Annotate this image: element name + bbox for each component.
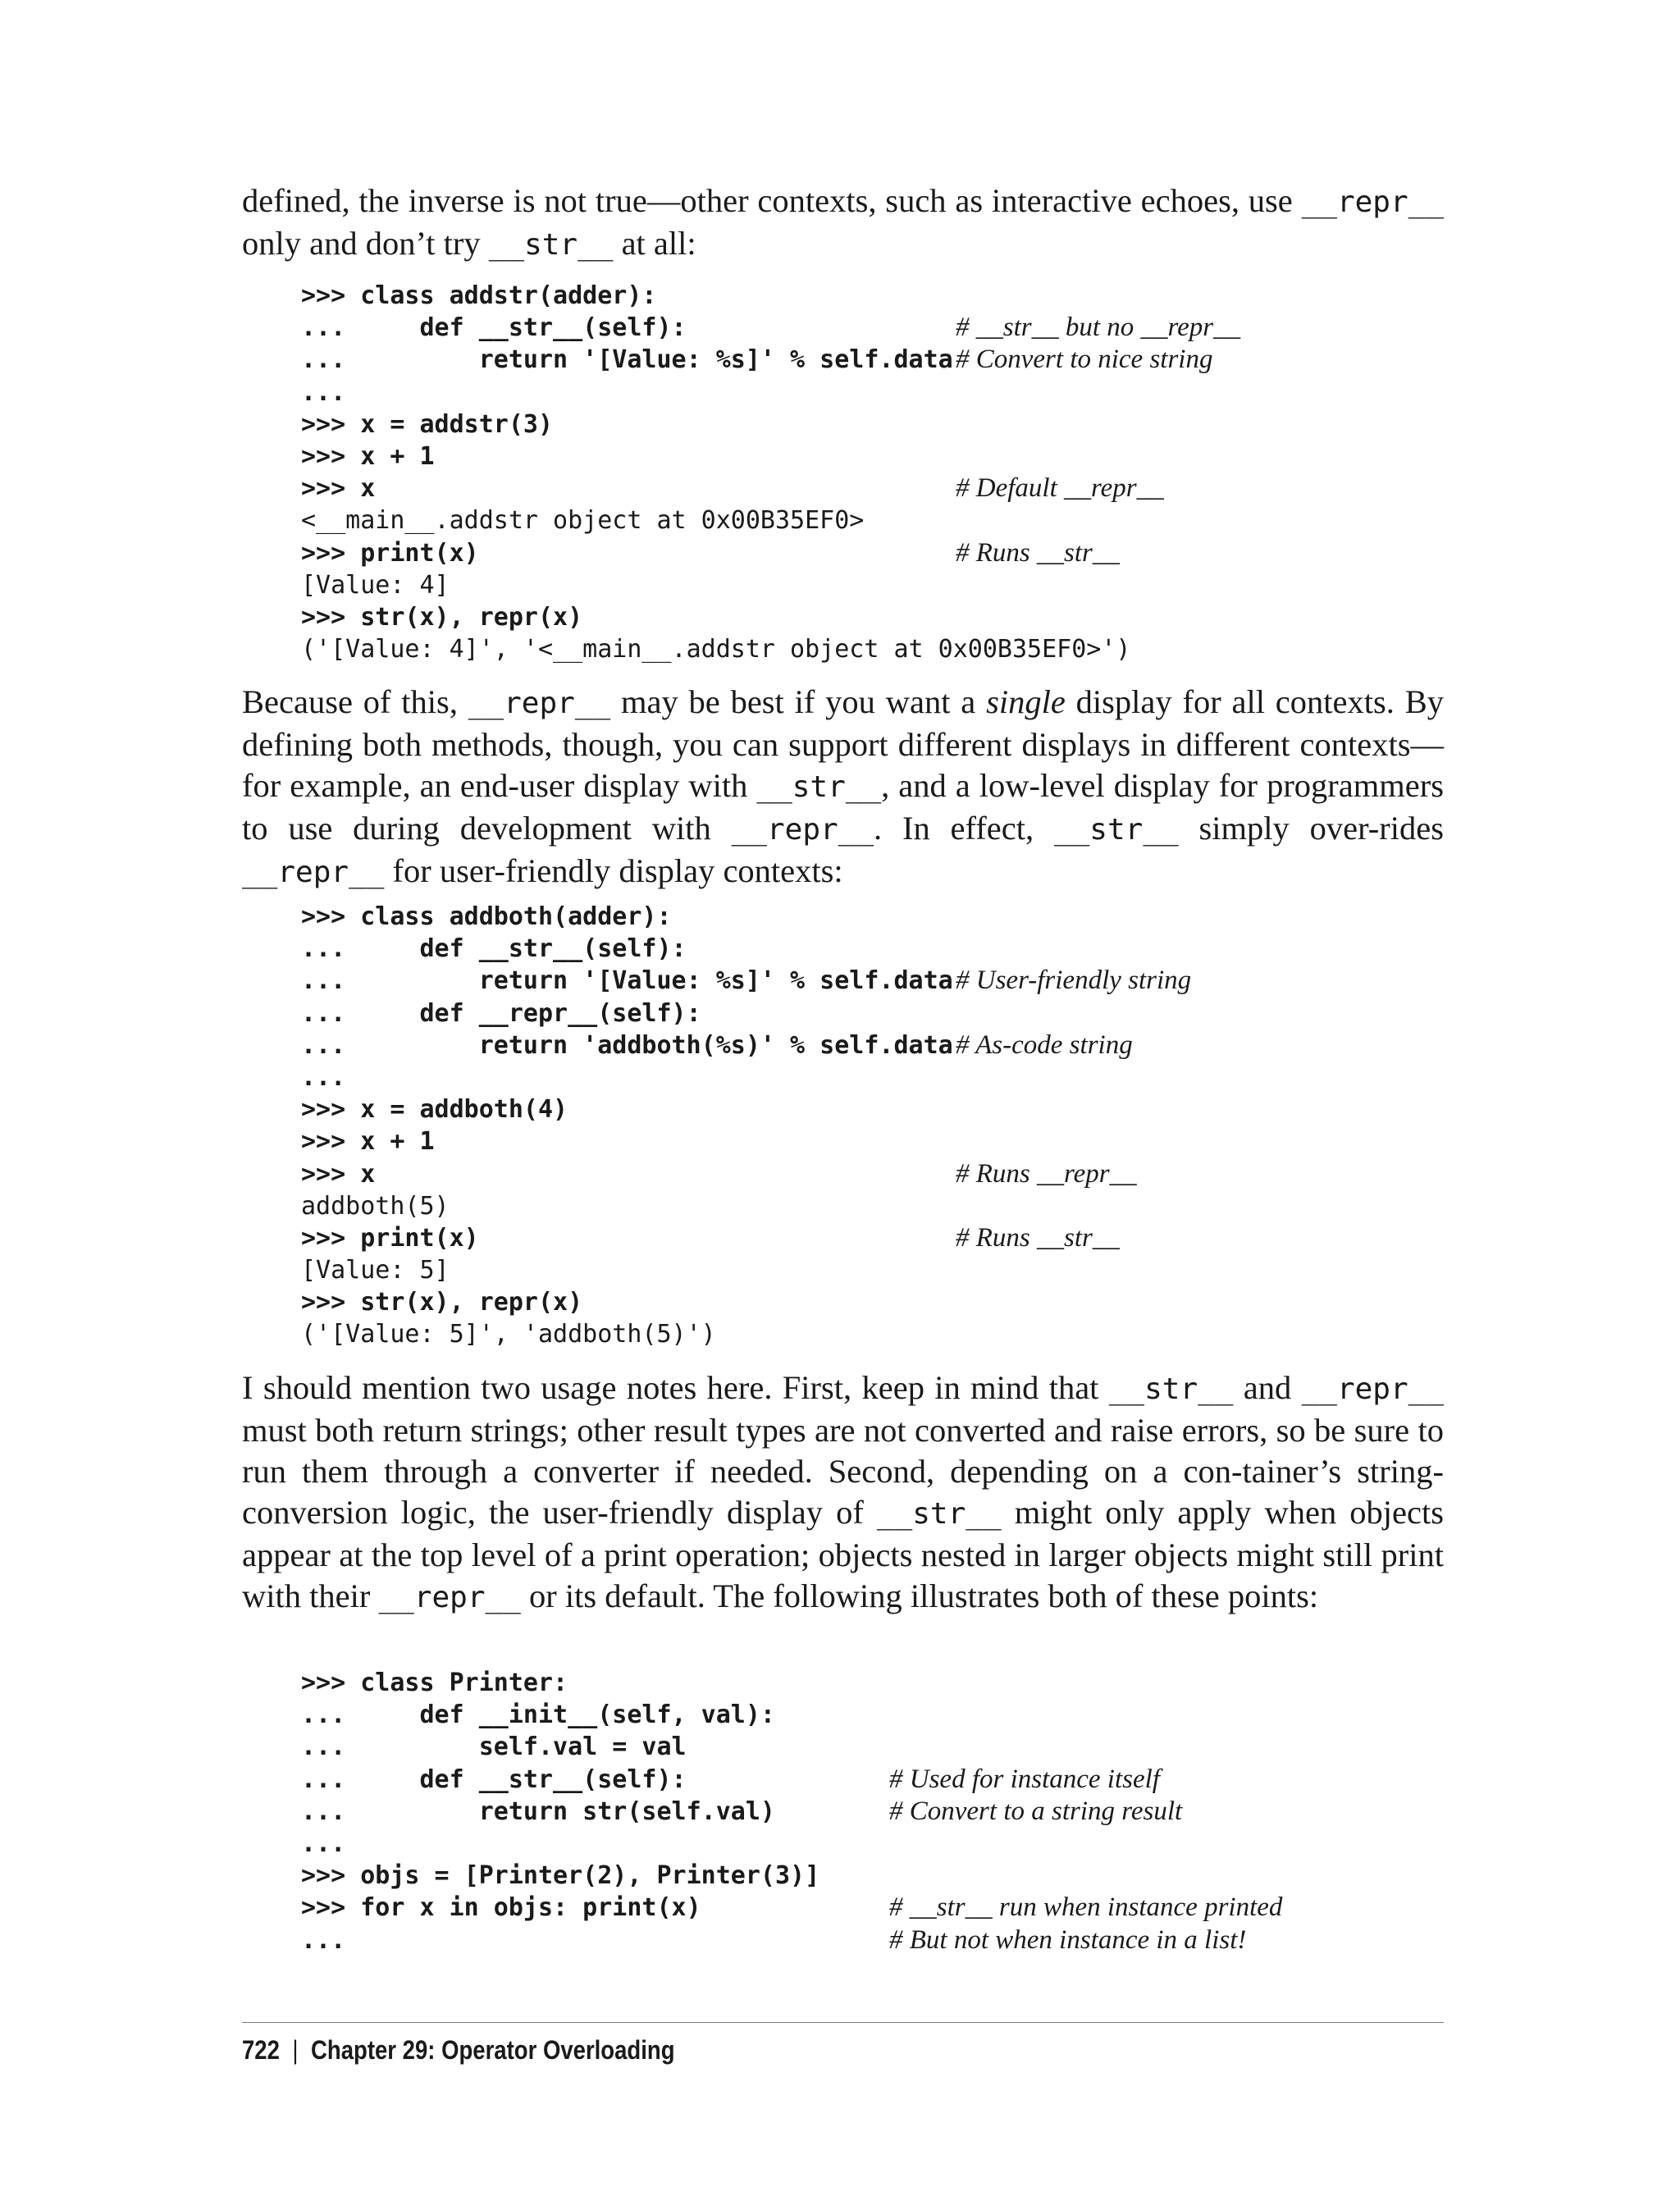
code-line bbox=[301, 1222, 1120, 1254]
code-input: >>> class addboth(adder): bbox=[301, 902, 672, 931]
inline-code: __repr__ bbox=[731, 813, 874, 847]
code-input: ... def __str__(self): bbox=[301, 1764, 687, 1794]
code-input: >>> x bbox=[301, 1159, 376, 1189]
page-footer bbox=[242, 2029, 675, 2070]
inline-code: __repr__ bbox=[468, 687, 611, 720]
code-comment: # __str__ but no __repr__ bbox=[956, 313, 1241, 343]
code-comment: # Runs __repr__ bbox=[956, 1158, 1137, 1189]
code-line bbox=[301, 1764, 1160, 1796]
inline-code: __str__ bbox=[1053, 813, 1179, 847]
code-line bbox=[301, 601, 1130, 633]
code-line bbox=[301, 1892, 1283, 1924]
code-block-addboth bbox=[301, 901, 1192, 1351]
code-line bbox=[301, 1731, 819, 1763]
inline-code: __str__ bbox=[1108, 1372, 1234, 1406]
code-input: >>> str(x), repr(x) bbox=[301, 1288, 583, 1317]
code-line bbox=[301, 312, 1241, 344]
code-line bbox=[301, 1093, 953, 1125]
code-line bbox=[301, 633, 1130, 665]
code-input: ... bbox=[301, 1828, 346, 1858]
code-input: >>> str(x), repr(x) bbox=[301, 602, 583, 632]
code-comment: # Convert to a string result bbox=[889, 1796, 1183, 1826]
code-line bbox=[301, 344, 1213, 376]
inline-code: __str__ bbox=[488, 228, 614, 262]
code-comment: # __str__ run when instance printed bbox=[889, 1892, 1283, 1923]
code-input: ... bbox=[301, 1062, 346, 1092]
code-output: [Value: 5] bbox=[301, 1256, 450, 1285]
inline-code: __str__ bbox=[756, 770, 882, 804]
code-comment: # User-friendly string bbox=[956, 966, 1192, 996]
code-line bbox=[301, 1318, 953, 1350]
code-line bbox=[301, 1286, 953, 1318]
code-output: <__main__.addstr object at 0x00B35EF0> bbox=[301, 506, 865, 536]
code-line bbox=[301, 441, 1130, 472]
code-output: ('[Value: 5]', 'addboth(5)') bbox=[301, 1320, 716, 1349]
code-output: ('[Value: 4]', '<__main__.addstr object at 0x00B35EF0>') bbox=[301, 635, 1131, 664]
code-line bbox=[301, 1061, 953, 1093]
footer-separator: | bbox=[292, 2035, 299, 2065]
code-input: ... def __str__(self): bbox=[301, 934, 687, 964]
code-line bbox=[301, 1158, 1137, 1190]
page-number: 722 bbox=[242, 2035, 280, 2065]
code-line bbox=[301, 569, 1130, 601]
code-line bbox=[301, 1860, 819, 1892]
code-line bbox=[301, 1699, 819, 1731]
code-input: >>> x = addboth(4) bbox=[301, 1095, 568, 1125]
code-input: >>> x = addstr(3) bbox=[301, 409, 554, 439]
code-line bbox=[301, 998, 953, 1029]
code-comment: # Runs __str__ bbox=[956, 1222, 1120, 1253]
paragraph-repr-single-display: Because of this, __repr__ may be best if you want a single display for all contexts. By defining both methods, though, you can support different displays in different contexts—for example, an end-user display with __str__, and a low-level display for programmers to use during development with __repr__. In effect, __str__ simply over-rides __repr__ for user-friendly display contexts: bbox=[242, 683, 1444, 889]
code-input: >>> x bbox=[301, 474, 376, 504]
code-line bbox=[301, 504, 1130, 536]
code-input: ... bbox=[301, 377, 346, 407]
paragraph-usage-notes: I should mention two usage notes here. First, keep in mind that __str__ and __repr__ must both return strings; other result types are not converted and raise errors, so be sure to run them through a converter if needed. Second, depending on a con-tainer’s string-conversion logic, the user-friendly display of __str__ might only apply when objects appear at the top level of a print operation; objects nested in larger objects might still print with their __repr__ or its default. The following illustrates both of these points: bbox=[242, 1369, 1444, 1614]
code-line bbox=[301, 965, 1192, 997]
code-comment: # Default __repr__ bbox=[956, 473, 1164, 504]
inline-code: __str__ bbox=[876, 1497, 1002, 1531]
code-input: ... def __repr__(self): bbox=[301, 998, 701, 1028]
code-input: >>> class Printer: bbox=[301, 1669, 568, 1697]
code-input: ... return '[Value: %s]' % self.data bbox=[301, 345, 953, 375]
code-comment: # Used for instance itself bbox=[889, 1764, 1160, 1794]
code-line bbox=[301, 280, 1130, 312]
code-block-addstr bbox=[301, 280, 1241, 665]
code-line bbox=[301, 537, 1130, 569]
code-comment: # Convert to nice string bbox=[956, 345, 1213, 375]
code-comment: # Runs __str__ bbox=[956, 537, 1120, 568]
code-line bbox=[301, 377, 1130, 409]
code-line bbox=[301, 901, 953, 933]
emphasis: single bbox=[986, 683, 1066, 720]
code-output: addboth(5) bbox=[301, 1191, 450, 1221]
inline-code: __repr__ bbox=[378, 1581, 521, 1614]
code-output: [Value: 4] bbox=[301, 570, 450, 600]
code-input: >>> x + 1 bbox=[301, 1127, 435, 1157]
chapter-title: Chapter 29: Operator Overloading bbox=[311, 2035, 675, 2065]
intro-paragraph: defined, the inverse is not true—other contexts, such as interactive echoes, use __repr__ only and don’t try __str__ at all: bbox=[242, 182, 1444, 262]
code-comment: # But not when instance in a list! bbox=[889, 1924, 1247, 1955]
code-line bbox=[301, 1924, 1247, 1956]
code-input: >>> class addstr(adder): bbox=[301, 281, 657, 310]
inline-code: __repr__ bbox=[1301, 185, 1444, 219]
code-line bbox=[301, 1254, 953, 1286]
code-input: >>> print(x) bbox=[301, 1223, 479, 1253]
code-input: ... self.val = val bbox=[301, 1732, 687, 1762]
code-line bbox=[301, 933, 953, 965]
code-input: >>> for x in objs: print(x) bbox=[301, 1893, 701, 1923]
code-line bbox=[301, 409, 1130, 441]
code-input: ... def __str__(self): bbox=[301, 313, 687, 343]
code-line bbox=[301, 1828, 819, 1860]
code-line bbox=[301, 472, 1164, 504]
inline-code: __repr__ bbox=[1301, 1372, 1444, 1406]
code-input: ... return '[Value: %s]' % self.data bbox=[301, 966, 953, 996]
code-line bbox=[301, 1667, 819, 1699]
code-input: ... def __init__(self, val): bbox=[301, 1701, 775, 1730]
code-input: ... return str(self.val) bbox=[301, 1796, 775, 1826]
code-input: >>> objs = [Printer(2), Printer(3)] bbox=[301, 1861, 820, 1891]
code-line bbox=[301, 1125, 953, 1157]
code-line bbox=[301, 1190, 953, 1222]
code-input: >>> x + 1 bbox=[301, 441, 435, 471]
code-comment: # As-code string bbox=[956, 1029, 1133, 1060]
footer-rule bbox=[242, 2022, 1444, 2023]
code-block-printer bbox=[301, 1667, 1283, 1956]
code-input: ... bbox=[301, 1925, 346, 1955]
code-line bbox=[301, 1796, 1183, 1828]
code-line bbox=[301, 1029, 1133, 1061]
inline-code: __repr__ bbox=[242, 856, 385, 889]
code-input: ... return 'addboth(%s)' % self.data bbox=[301, 1030, 953, 1060]
code-input: >>> print(x) bbox=[301, 538, 479, 568]
